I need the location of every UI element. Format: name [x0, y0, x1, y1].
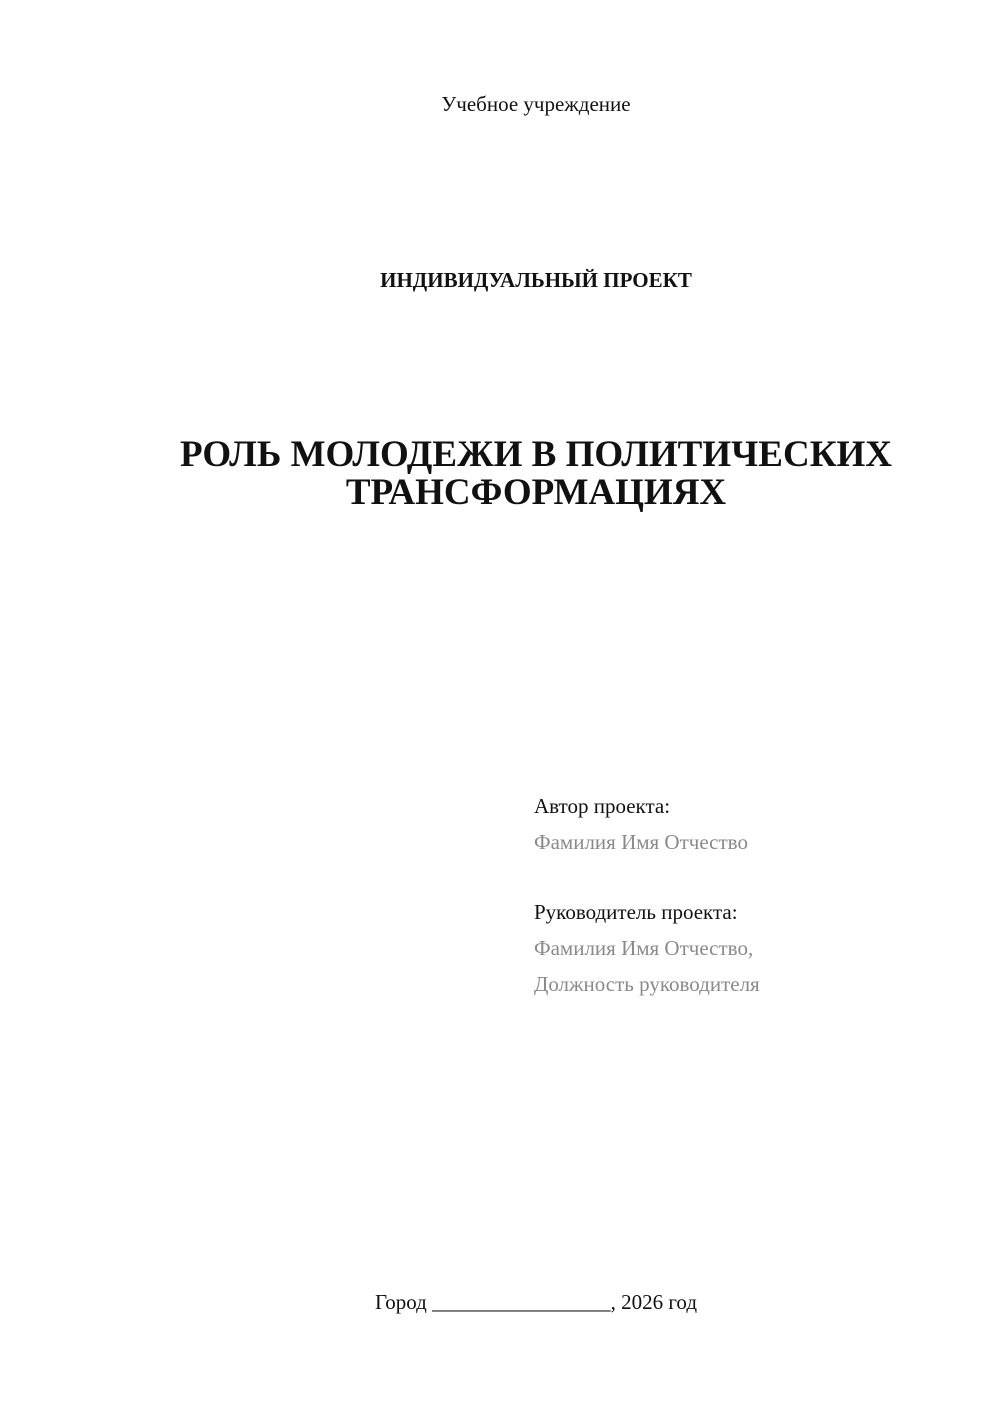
city-year-line: Город _________________, 2026 год	[374, 1290, 698, 1314]
project-type-heading: ИНДИВИДУАЛЬНЫЙ ПРОЕКТ	[380, 268, 692, 292]
supervisor-name-placeholder: Фамилия Имя Отчество,	[534, 936, 754, 960]
info-spacer	[534, 860, 760, 894]
author-name-placeholder: Фамилия Имя Отчество	[534, 830, 748, 854]
supervisor-position-placeholder: Должность руководителя	[534, 972, 760, 996]
institution-name: Учебное учреждение	[441, 92, 631, 116]
project-title-line-2: ТРАНСФОРМАЦИЯХ	[345, 472, 727, 513]
project-title-line-1: РОЛЬ МОЛОДЕЖИ В ПОЛИТИЧЕСКИХ	[179, 434, 893, 475]
author-label: Автор проекта:	[534, 794, 671, 818]
project-info-block	[534, 788, 760, 1002]
supervisor-label: Руководитель проекта:	[534, 900, 738, 924]
project-title	[0, 436, 1000, 512]
